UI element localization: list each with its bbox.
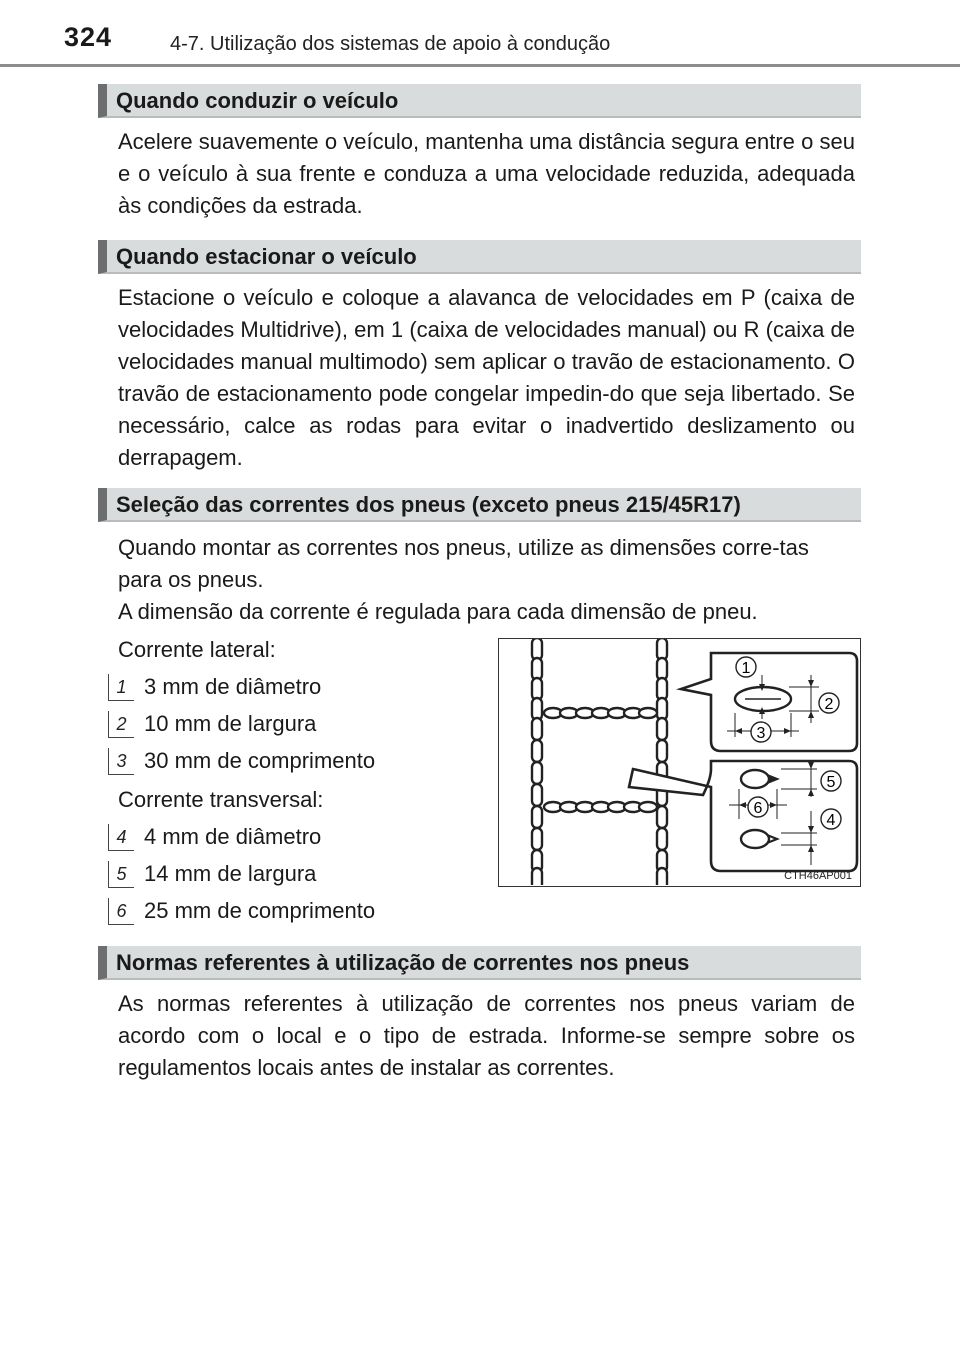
item-text: 14 mm de largura <box>144 861 317 886</box>
chain-size-note: A dimensão da corrente é regulada para cada dimensão de pneu. <box>118 599 758 624</box>
item-number-badge: 5 <box>108 861 134 888</box>
side-chain-left <box>532 639 542 885</box>
cross-chain-label: Corrente transversal: <box>118 787 324 812</box>
item-number-badge: 4 <box>108 824 134 851</box>
callout-3: 3 <box>756 725 766 742</box>
callout-1: 1 <box>741 660 751 677</box>
item-text: 30 mm de comprimento <box>144 748 376 773</box>
section-text-driving: Acelere suavemente o veículo, mantenha uma distância segura entre o seu e o veículo à sua frente e conduza a uma velocidade reduzida, adequada às condições da estrada. <box>118 129 855 218</box>
callout-2: 2 <box>824 696 834 713</box>
section-heading-chain-selection: Seleção das correntes dos pneus (exceto pneus 215/45R17) <box>98 488 861 522</box>
header-divider <box>0 64 960 67</box>
section-text-parking: Estacione o veículo e coloque a alavanca de velocidades em P (caixa de velocidades Multidrive), em 1 (caixa de velocidades manual) ou R (caixa de velocidades manual multimodo) sem aplicar o travão de estacionamento. O travão de estacionamento pode congelar impedin-do que seja libertado. Se necessário, calce as rodas para evitar o inadvertido deslizamento ou derrapagem. <box>118 285 855 470</box>
item-number-badge: 2 <box>108 711 134 738</box>
item-text: 10 mm de largura <box>144 711 317 736</box>
section-text-chain-selection: Quando montar as correntes nos pneus, utilize as dimensões corre-tas para os pneus. <box>118 535 809 592</box>
item-text: 4 mm de diâmetro <box>144 824 322 849</box>
cross-chain-upper <box>544 708 657 718</box>
page-number: 324 <box>64 22 113 52</box>
item-number-badge: 1 <box>108 674 134 701</box>
tire-chain-illustration <box>499 639 859 885</box>
section-heading-driving: Quando conduzir o veículo <box>98 84 861 118</box>
item-text: 3 mm de diâmetro <box>144 674 322 699</box>
cross-chain-lower <box>544 802 657 812</box>
item-number-badge: 3 <box>108 748 134 775</box>
chapter-title: 4-7. Utilização dos sistemas de apoio à condução <box>170 33 611 55</box>
side-chain-right <box>657 639 667 885</box>
figure-code: CTH46AP001 <box>784 870 852 882</box>
item-text: 25 mm de comprimento <box>144 898 376 923</box>
tire-chain-diagram <box>498 638 861 887</box>
callout-4: 4 <box>826 812 836 829</box>
callout-6: 6 <box>753 800 763 817</box>
item-number-badge: 6 <box>108 898 134 925</box>
side-chain-label: Corrente lateral: <box>118 637 276 662</box>
section-heading-parking: Quando estacionar o veículo <box>98 240 861 274</box>
side-chain-detail <box>681 653 857 751</box>
section-heading-chain-regulations: Normas referentes à utilização de correntes nos pneus <box>98 946 861 980</box>
callout-5: 5 <box>826 774 836 791</box>
section-text-chain-regulations: As normas referentes à utilização de correntes nos pneus variam de acordo com o local e o tipo de estrada. Informe-se sempre sobre os regulamentos locais antes de instalar as correntes. <box>118 991 855 1080</box>
